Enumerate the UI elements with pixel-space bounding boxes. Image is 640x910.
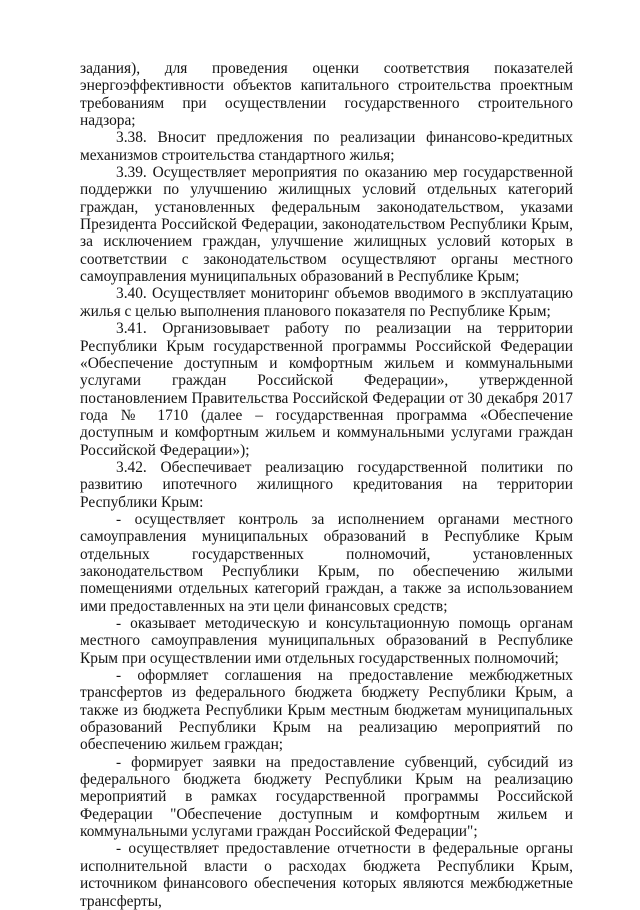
list-item-applications: - формирует заявки на предоставление субвенций, субсидий из федерального бюджета бюджету Республики Крым на реализацию мероприятий в рамках государственной программы Российской Федерации "Обеспечение доступным и комфортным жильем и коммунальными услугами граждан Российской Федерации"; <box>80 753 573 841</box>
paragraph-3-42: 3.42. Обеспечивает реализацию государственной политики по развитию ипотечного жилищного кредитования на территории Республики Крым: <box>80 458 573 511</box>
paragraph-3-39: 3.39. Осуществляет мероприятия по оказанию мер государственной поддержки по улучшению жилищных условий отдельных категорий граждан, установленных федеральным законодательством, указами Президента Российской Федерации, законодательством Республики Крым, за исключением граждан, улучшение жилищных условий которых в соответствии с законодательством осуществляют органы местного самоуправления муниципальных образований в Республике Крым; <box>80 164 573 286</box>
list-item-methodical-help: - оказывает методическую и консультационную помощь органам местного самоуправления муниципальных образований в Республике Крым при осуществлении ими отдельных государственных полномочий; <box>80 615 573 667</box>
paragraph-continuation: задания), для проведения оценки соответствия показателей энергоэффективности объектов капитального строительства проектным требованиям при осуществлении государственного строительного надзора; <box>80 60 573 130</box>
document-page <box>80 60 573 910</box>
paragraph-3-38: 3.38. Вносит предложения по реализации финансово-кредитных механизмов строительства стандартного жилья; <box>80 129 573 164</box>
paragraph-3-40: 3.40. Осуществляет мониторинг объемов вводимого в эксплуатацию жилья с целью выполнения планового показателя по Республике Крым; <box>80 285 573 320</box>
paragraph-3-41: 3.41. Организовывает работу по реализации на территории Республики Крым государственной программы Российской Федерации «Обеспечение доступным и комфортным жильем и коммунальными услугами граждан Российской Федерации», утвержденной постановлением Правительства Российской Федерации от 30 декабря 2017 года № 1710 (далее – государственная программа «Обеспечение доступным и комфортным жильем и коммунальными услугами граждан Российской Федерации»); <box>80 320 573 459</box>
list-item-reporting: - осуществляет предоставление отчетности в федеральные органы исполнительной власти о расходах бюджета Республики Крым, источником финансового обеспечения которых являются межбюджетные трансферты, <box>80 840 573 910</box>
list-item-control: - осуществляет контроль за исполнением органами местного самоуправления муниципальных образований в Республике Крым отдельных государственных полномочий, установленных законодательством Республики Крым, по обеспечению жилыми помещениями отдельных категорий граждан, а также за использованием ими предоставленных на эти цели финансовых средств; <box>80 510 573 615</box>
list-item-agreements: - оформляет соглашения на предоставление межбюджетных трансфертов из федерального бюджета бюджету Республики Крым, а также из бюджета Республики Крым местным бюджетам муниципальных образований Республики Крым на реализацию мероприятий по обеспечению жильем граждан; <box>80 667 573 754</box>
